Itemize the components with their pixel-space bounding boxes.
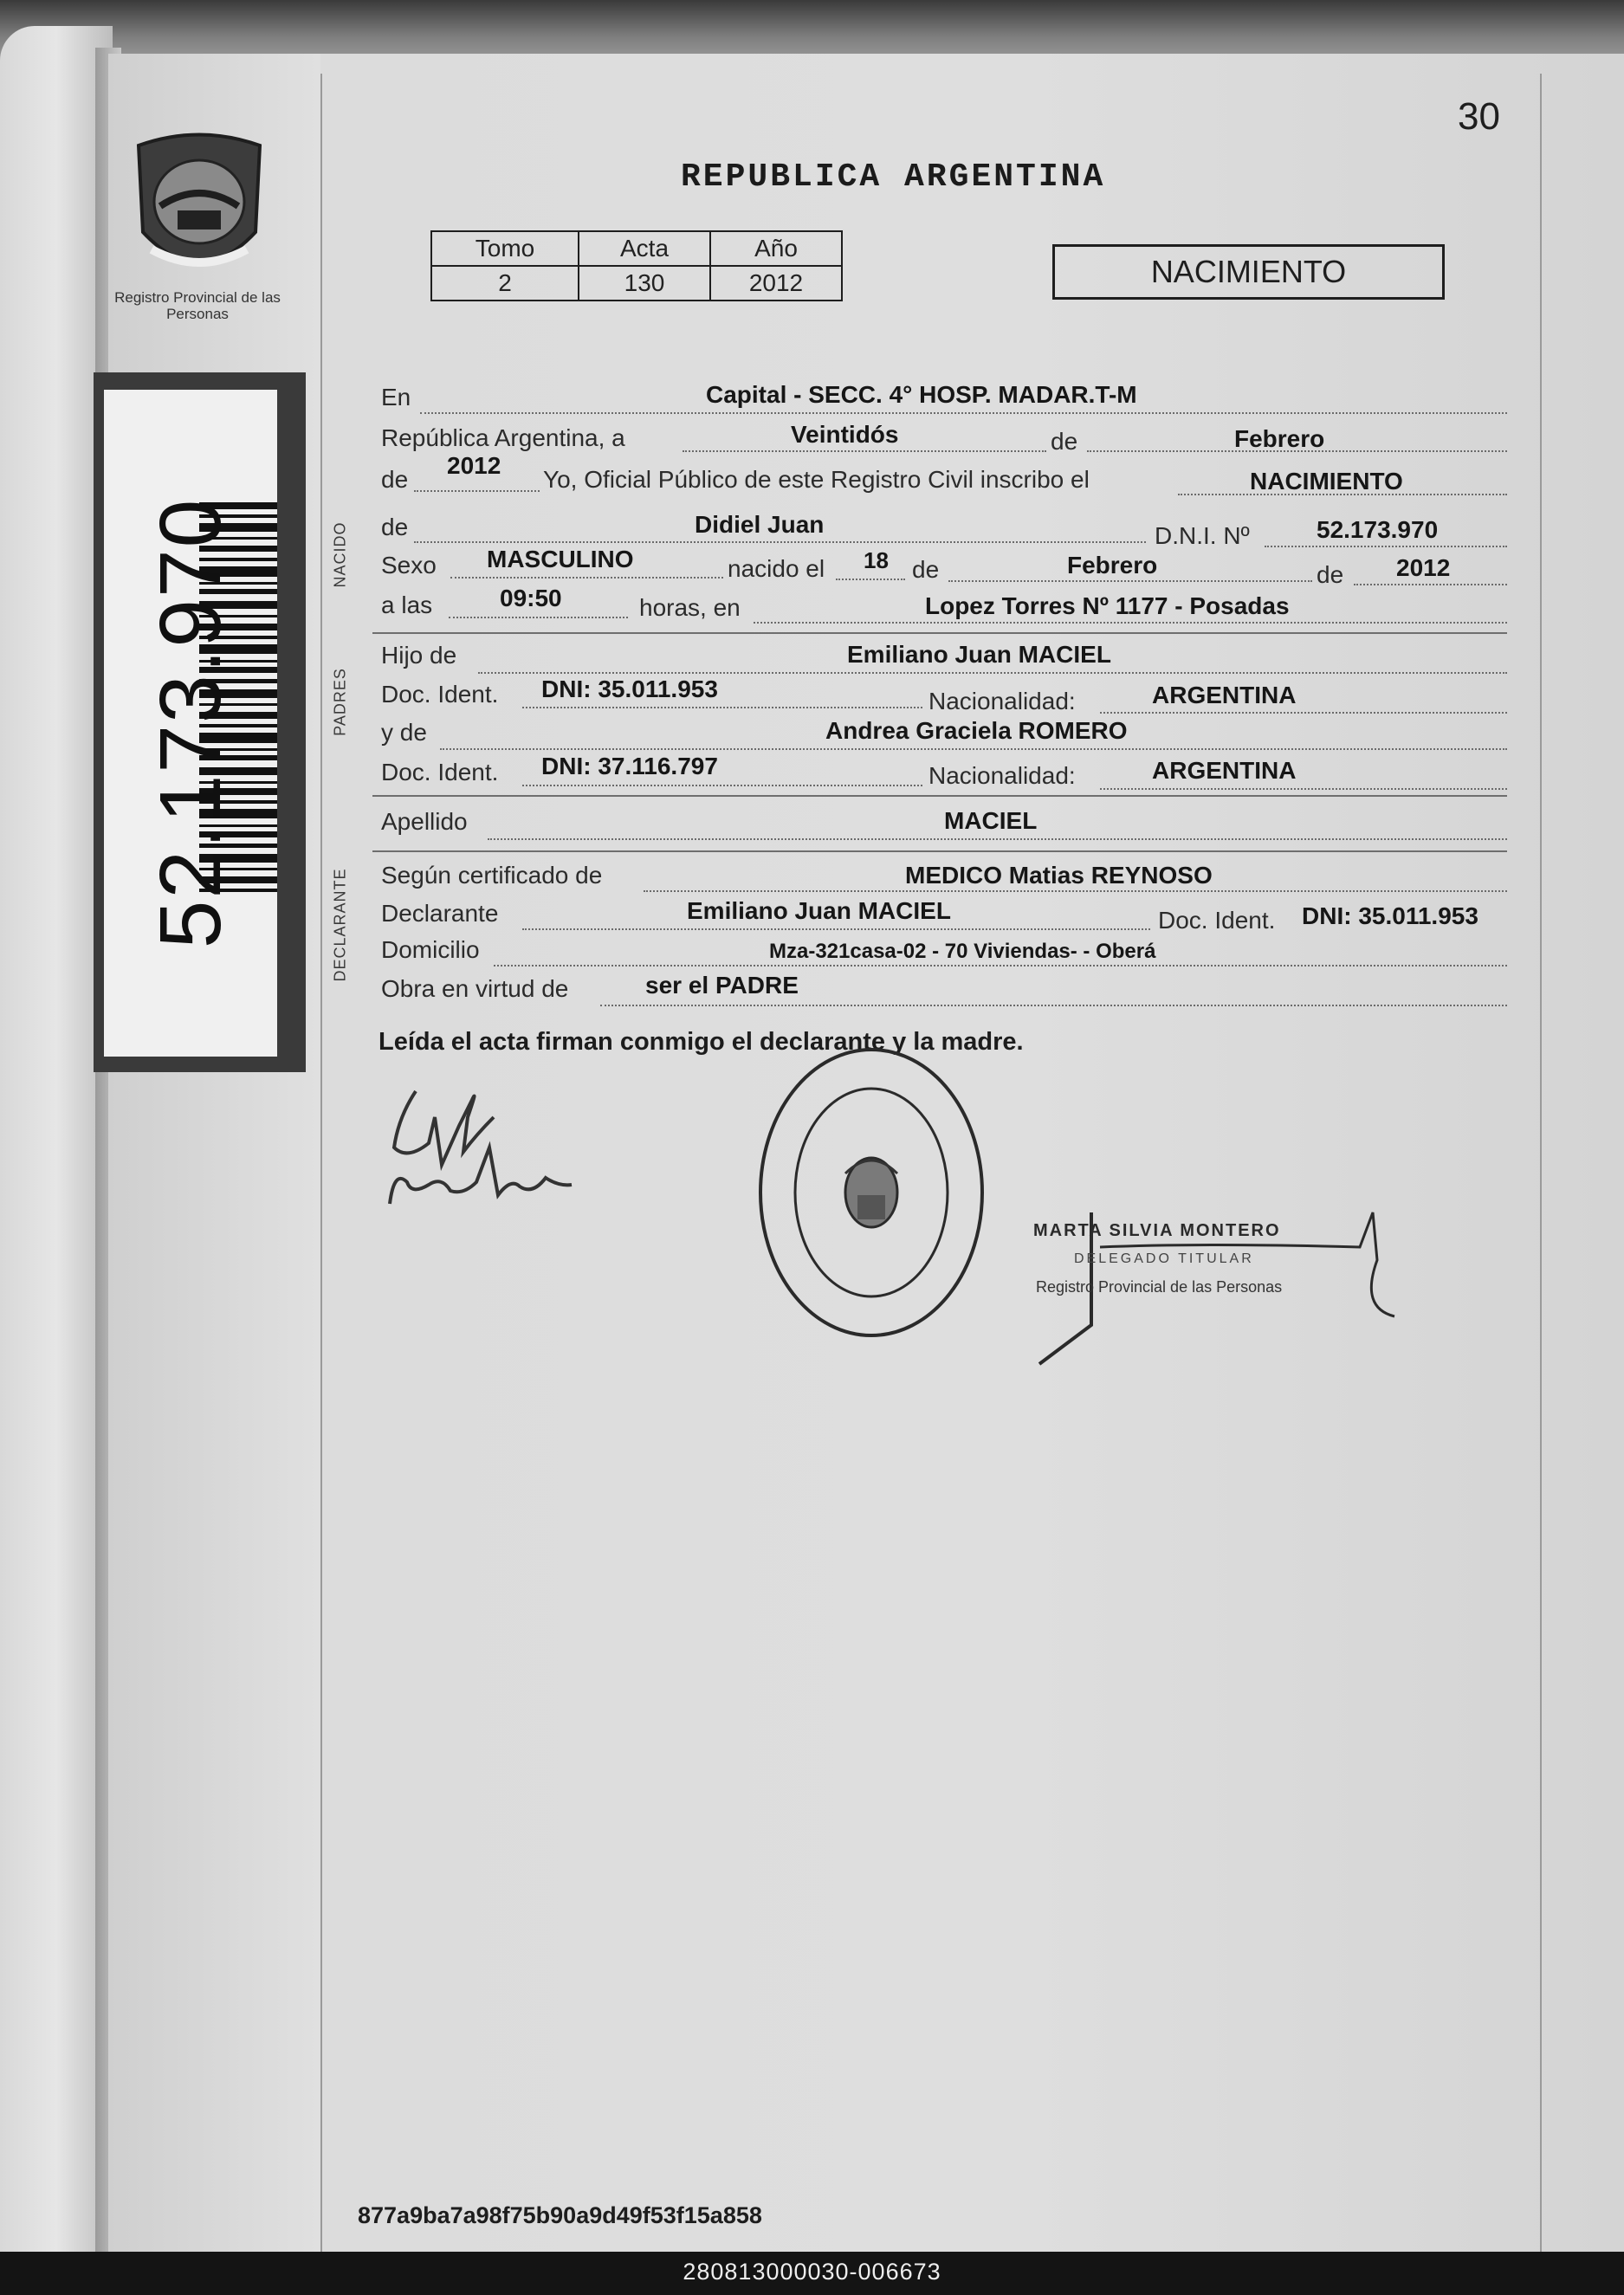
section-declarante: DECLARANTE	[331, 868, 349, 982]
dni-sticker	[94, 372, 306, 1072]
dotted-line	[600, 1005, 1507, 1006]
birth-year-value: 2012	[1396, 554, 1451, 581]
dotted-line	[1354, 584, 1507, 585]
document-hash: 877a9ba7a98f75b90a9d49f53f15a858	[358, 2202, 762, 2228]
declarante-value: Emiliano Juan MACIEL	[687, 897, 951, 924]
tomo-value: 2	[431, 266, 579, 301]
hijo-de-label: Hijo de	[381, 642, 457, 669]
doc-ident-label: Doc. Ident.	[381, 759, 499, 785]
dotted-line	[522, 928, 1150, 930]
hour-value: 09:50	[500, 585, 562, 611]
nacido-el-label: nacido el	[728, 555, 825, 582]
doc-ident-label: Doc. Ident.	[1158, 907, 1276, 934]
domicilio-label: Domicilio	[381, 936, 480, 963]
mother-nationality-value: ARGENTINA	[1152, 757, 1297, 784]
page-title: REPUBLICA ARGENTINA	[681, 158, 1106, 196]
inscribo-value: NACIMIENTO	[1250, 468, 1403, 495]
horas-en-label: horas, en	[639, 594, 741, 621]
apellido-label: Apellido	[381, 808, 468, 835]
dotted-line	[1265, 546, 1507, 547]
document-id: 280813000030-006673	[683, 2259, 941, 2285]
declarante-label: Declarante	[381, 900, 499, 927]
de-label: de	[381, 466, 409, 493]
birth-day-value: 18	[864, 547, 889, 573]
dni-label: D.N.I. Nº	[1155, 522, 1250, 549]
background-top	[0, 0, 1624, 61]
official-registry: Registro Provincial de las Personas	[1036, 1278, 1283, 1296]
dotted-line	[836, 579, 905, 580]
sexo-label: Sexo	[381, 552, 437, 579]
bottom-bar	[0, 2252, 1624, 2295]
section-divider	[372, 850, 1507, 852]
sexo-value: MASCULINO	[487, 546, 634, 572]
en-label: En	[381, 384, 411, 411]
father-name-value: Emiliano Juan MACIEL	[847, 641, 1111, 668]
page-number: 30	[1458, 95, 1500, 138]
father-nationality-value: ARGENTINA	[1152, 682, 1297, 708]
mother-name-value: Andrea Graciela ROMERO	[825, 717, 1128, 744]
apellido-value: MACIEL	[944, 807, 1038, 834]
de-label: de	[381, 514, 409, 540]
declarante-doc-value: DNI: 35.011.953	[1302, 902, 1478, 929]
birth-month-value: Febrero	[1067, 552, 1158, 579]
section-padres: PADRES	[331, 668, 349, 736]
section-divider	[372, 795, 1507, 797]
provincial-emblem-icon	[126, 128, 273, 284]
dotted-line	[488, 838, 1507, 840]
year-value: 2012	[447, 452, 501, 479]
acta-value: 130	[579, 266, 710, 301]
dotted-line	[683, 450, 1046, 452]
dotted-line	[414, 541, 1146, 543]
obra-label: Obra en virtud de	[381, 975, 569, 1002]
dotted-line	[1100, 788, 1507, 790]
de-label: de	[912, 556, 940, 583]
day-value: Veintidós	[791, 421, 899, 448]
doc-ident-label: Doc. Ident.	[381, 681, 499, 708]
dotted-line	[522, 785, 922, 786]
closing-text: Leída el acta firman conmigo el declarante y la madre.	[379, 1028, 1024, 1056]
dotted-line	[948, 580, 1312, 582]
dotted-line	[478, 672, 1507, 674]
section-divider	[372, 632, 1507, 634]
oficial-text: Yo, Oficial Público de este Registro Civil inscribo el	[543, 466, 1090, 493]
y-de-label: y de	[381, 719, 427, 746]
dotted-line	[420, 412, 1507, 414]
dotted-line	[522, 707, 922, 708]
republica-label: República Argentina, a	[381, 424, 625, 451]
anio-header: Año	[710, 231, 842, 266]
birth-place-value: Lopez Torres Nº 1177 - Posadas	[925, 592, 1290, 619]
tomo-header: Tomo	[431, 231, 579, 266]
dni-value: 52.173.970	[1317, 516, 1439, 543]
mother-doc-value: DNI: 37.116.797	[541, 753, 718, 779]
right-rule	[1540, 74, 1542, 2260]
acta-header: Acta	[579, 231, 710, 266]
dotted-line	[1100, 712, 1507, 714]
record-type-box: NACIMIENTO	[1052, 244, 1445, 300]
de-label: de	[1317, 561, 1344, 588]
domicilio-value: Mza-321casa-02 - 70 Viviendas- - Oberá	[769, 940, 1156, 963]
de-label: de	[1051, 428, 1078, 455]
official-name: MARTA SILVIA MONTERO	[1033, 1221, 1281, 1240]
certificado-value: MEDICO Matias REYNOSO	[905, 862, 1213, 889]
section-nacido: NACIDO	[331, 521, 349, 588]
dotted-line	[494, 965, 1507, 966]
registry-name: Registro Provincial de las Personas	[114, 289, 281, 322]
dotted-line	[450, 577, 723, 579]
certificado-label: Según certificado de	[381, 862, 603, 889]
obra-value: ser el PADRE	[645, 972, 799, 999]
sticker-dni-number: 52.173.970	[142, 497, 239, 949]
dotted-line	[644, 890, 1507, 892]
anio-value: 2012	[710, 266, 842, 301]
margin-rule	[320, 74, 322, 2260]
registry-stamp-icon	[755, 1044, 987, 1342]
dotted-line	[754, 622, 1507, 624]
record-table	[430, 230, 843, 301]
dotted-line	[449, 617, 628, 618]
declarant-signature-icon	[381, 1065, 615, 1221]
dotted-line	[414, 490, 540, 492]
official-role: DELEGADO TITULAR	[1074, 1251, 1254, 1266]
name-value: Didiel Juan	[695, 511, 825, 538]
a-las-label: a las	[381, 592, 433, 618]
father-doc-value: DNI: 35.011.953	[541, 676, 718, 702]
month-value: Febrero	[1234, 425, 1325, 452]
nacionalidad-label: Nacionalidad:	[928, 688, 1076, 714]
sticker-label	[104, 390, 277, 1057]
dotted-line	[440, 748, 1507, 750]
nacionalidad-label: Nacionalidad:	[928, 762, 1076, 789]
place-value: Capital - SECC. 4° HOSP. MADAR.T-M	[706, 381, 1137, 408]
